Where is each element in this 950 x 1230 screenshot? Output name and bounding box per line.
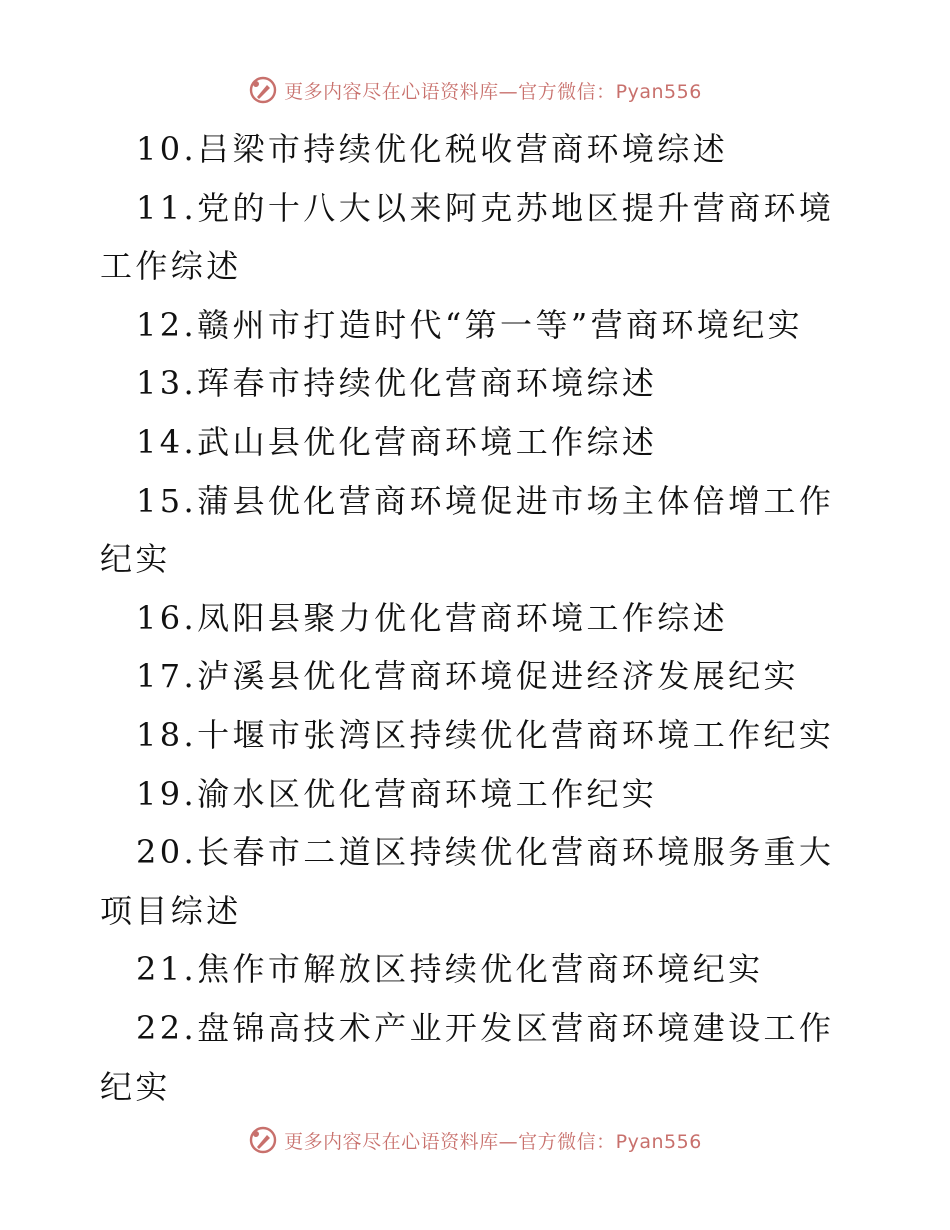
list-item: 13.珲春市持续优化营商环境综述 [136,364,658,403]
list-item: 20.长春市二道区持续优化营商环境服务重大项目综述 [100,833,835,930]
list-item: 21.焦作市解放区持续优化营商环境纪实 [136,950,764,989]
list-item: 16.凤阳县聚力优化营商环境工作综述 [136,598,729,637]
header-watermark [0,70,950,110]
list-item: 11.党的十八大以来阿克苏地区提升营商环境工作综述 [100,188,835,286]
list-item: 10.吕梁市持续优化税收营商环境综述 [136,130,729,168]
pen-nib-logo-icon [248,1125,278,1155]
footer-watermark [0,1120,950,1160]
document-body [100,120,840,1116]
list-item: 19.渝水区优化营商环境工作纪实 [136,774,658,813]
list-item: 22.盘锦高技术产业开发区营商环境建设工作纪实 [100,1008,835,1106]
list-item: 15.蒲县优化营商环境促进市场主体倍增工作纪实 [100,481,835,579]
list-item: 14.武山县优化营商环境工作综述 [136,422,658,461]
list-item: 18.十堰市张湾区持续优化营商环境工作纪实 [136,715,835,754]
watermark-text: 更多内容尽在心语资料库—官方微信：Pyan556 [284,80,702,103]
watermark-text: 更多内容尽在心语资料库—官方微信：Pyan556 [284,1130,702,1153]
list-item: 17.泸溪县优化营商环境促进经济发展纪实 [136,657,799,696]
pen-nib-logo-icon [248,75,278,105]
list-item: 12.赣州市打造时代“第一等”营商环境纪实 [136,305,804,344]
